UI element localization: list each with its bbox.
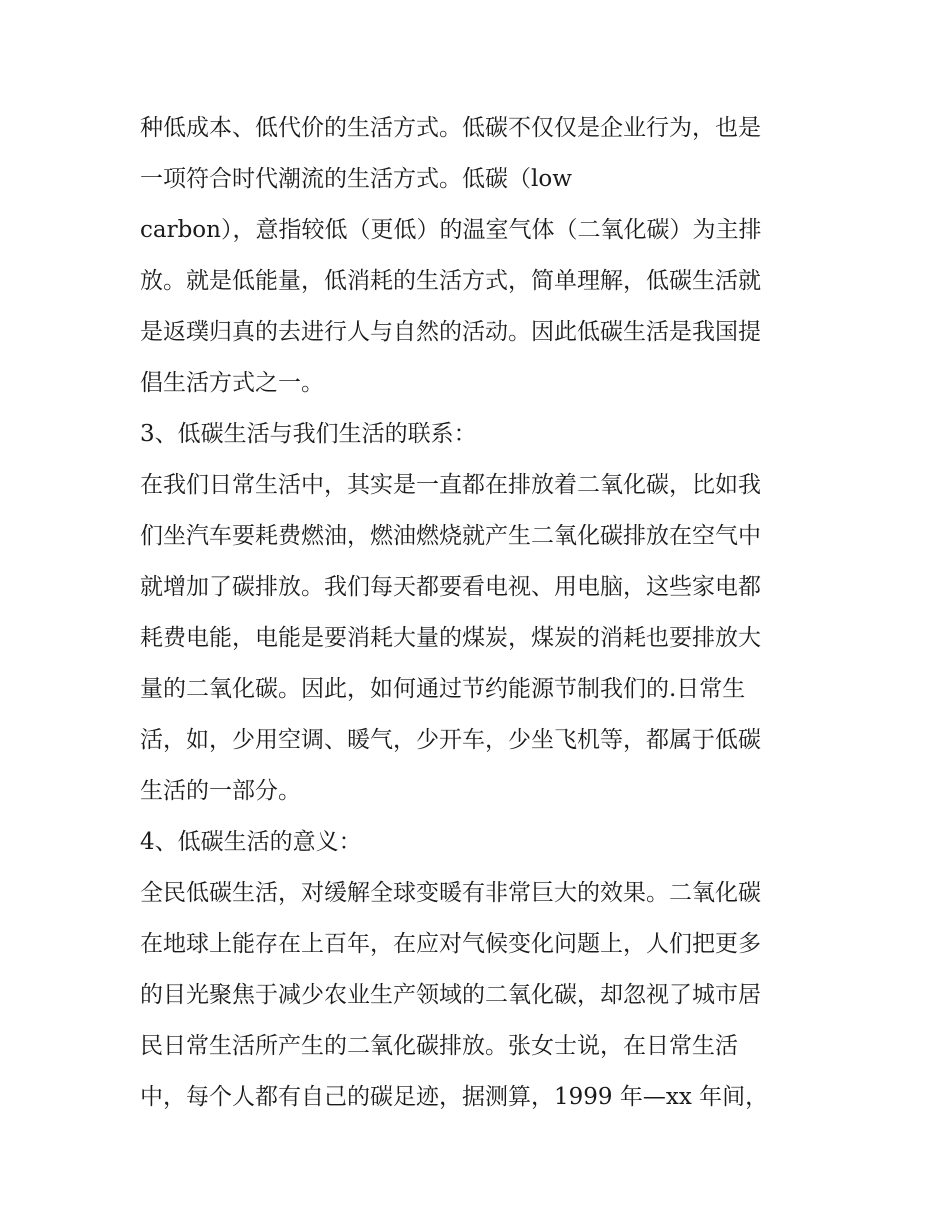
- text-line: 量的二氧化碳。因此，如何通过节约能源节制我们的.日常生: [140, 676, 746, 702]
- section-heading: 4、低碳生活的意义：: [140, 829, 362, 855]
- text-line: 是返璞归真的去进行人与自然的活动。因此低碳生活是我国提: [140, 319, 761, 345]
- text-line: 在我们日常生活中，其实是一直都在排放着二氧化碳，比如我: [140, 472, 761, 498]
- text-line: 生活的一部分。: [140, 778, 301, 804]
- text-line: 就增加了碳排放。我们每天都要看电视、用电脑，这些家电都: [140, 574, 761, 600]
- text-line: 耗费电能，电能是要消耗大量的煤炭，煤炭的消耗也要排放大: [140, 625, 761, 651]
- text-line: 的目光聚焦于减少农业生产领域的二氧化碳，却忽视了城市居: [140, 982, 761, 1008]
- section-heading: 3、低碳生活与我们生活的联系：: [140, 421, 477, 447]
- text-line: 们坐汽车要耗费燃油，燃油燃烧就产生二氧化碳排放在空气中: [140, 523, 761, 549]
- text-line: carbon），意指较低（更低）的温室气体（二氧化碳）为主排: [140, 217, 762, 243]
- text-line: 活，如，少用空调、暖气，少开车，少坐飞机等，都属于低碳: [140, 727, 761, 753]
- document-body: [140, 103, 820, 1123]
- text-line: 倡生活方式之一。: [140, 370, 324, 396]
- text-line: 一项符合时代潮流的生活方式。低碳（low: [140, 166, 572, 192]
- text-line: 全民低碳生活，对缓解全球变暖有非常巨大的效果。二氧化碳: [140, 880, 761, 906]
- text-line: 在地球上能存在上百年，在应对气候变化问题上，人们把更多: [140, 931, 761, 957]
- text-line: 民日常生活所产生的二氧化碳排放。张女士说，在日常生活: [140, 1033, 738, 1059]
- text-line: 放。就是低能量，低消耗的生活方式，简单理解，低碳生活就: [140, 268, 761, 294]
- text-line: 中，每个人都有自己的碳足迹，据测算，1999 年—xx 年间，: [140, 1084, 769, 1110]
- text-line: 种低成本、低代价的生活方式。低碳不仅仅是企业行为，也是: [140, 115, 761, 141]
